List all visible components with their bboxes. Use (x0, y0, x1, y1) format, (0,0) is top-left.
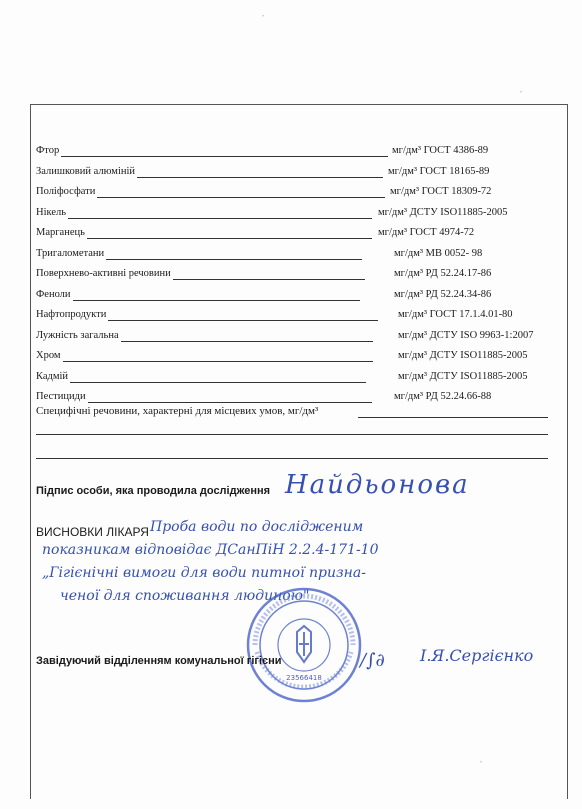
specific-substances-line (358, 417, 548, 418)
blank-line (36, 434, 548, 435)
indicator-row (36, 226, 566, 242)
head-of-department-label: Завідуючий відділенням комунальної гігієни (36, 655, 282, 667)
indicator-name: Залишковий алюміній (36, 165, 136, 177)
scan-speck: • (262, 14, 265, 20)
indicator-value-line (137, 177, 383, 178)
indicator-unit-standard: мг/дм³ ДСТУ ISO 9963-1:2007 (398, 329, 534, 341)
specific-substances-label: Специфічні речовини, характерні для місцевих умов, мг/дм³ (36, 405, 319, 417)
head-signature-mark: ∕∫∂ (360, 650, 385, 671)
scan-speck: • (480, 760, 483, 766)
indicator-name: Марганець (36, 227, 85, 238)
indicator-row (36, 267, 566, 283)
indicator-unit-standard: мг/дм³ ДСТУ ISO11885-2005 (378, 206, 508, 218)
indicator-name: Нікель (36, 206, 67, 218)
conclusion-line-3: „Гігієнічні вимоги для води питної призна- (42, 565, 366, 581)
conclusion-line-2: показникам відповідає ДСанПіН 2.2.4-171-10 (42, 542, 379, 558)
indicator-name: Кадмій (36, 370, 69, 382)
blank-line (36, 458, 548, 459)
conclusion-label: ВИСНОВКИ ЛІКАРЯ (36, 525, 149, 539)
indicator-value-line (173, 279, 365, 280)
indicator-row (36, 165, 566, 181)
indicator-unit-standard: мг/дм³ МВ 0052- 98 (394, 247, 483, 259)
signature-label: Підпис особи, яка проводила дослідження (36, 485, 271, 497)
indicator-row (36, 329, 566, 345)
indicator-row (36, 185, 566, 201)
indicator-name: Фтор (36, 145, 60, 156)
indicator-row (36, 308, 566, 324)
indicator-value-line (97, 197, 385, 198)
indicator-name: Феноли (36, 288, 71, 300)
indicator-value-line (63, 361, 373, 362)
indicator-name: Хром (36, 350, 61, 361)
indicator-row (36, 144, 566, 160)
indicator-value-line (68, 218, 372, 219)
indicator-value-line (88, 402, 372, 403)
indicator-value-line (87, 238, 372, 239)
conclusion-line-4: ченої для споживання людиною" (60, 588, 310, 604)
indicator-row (36, 206, 566, 222)
indicator-name: Тригалометани (36, 247, 105, 259)
indicator-unit-standard: мг/дм³ ГОСТ 18165-89 (388, 165, 490, 177)
indicator-unit-standard: мг/дм³ РД 52.24.17-86 (394, 268, 492, 279)
indicator-value-line (121, 341, 373, 342)
indicator-name: Лужність загальна (36, 329, 119, 341)
conclusion-line-1: Проба води по дослідженим (150, 519, 364, 535)
indicator-value-line (106, 259, 362, 260)
indicator-row (36, 247, 566, 263)
indicator-row (36, 370, 566, 386)
indicator-value-line (70, 382, 366, 383)
indicator-unit-standard: мг/дм³ ГОСТ 18309-72 (390, 186, 492, 197)
indicator-name: Нафтопродукти (36, 309, 107, 320)
head-handwritten-name: І.Я.Сергієнко (420, 646, 534, 665)
indicator-value-line (73, 300, 360, 301)
scan-speck: • (520, 90, 523, 96)
indicator-name: Поліфосфати (36, 186, 96, 197)
indicator-name: Пестициди (36, 391, 86, 402)
indicator-row (36, 390, 566, 406)
indicator-row (36, 288, 566, 304)
indicator-unit-standard: мг/дм³ ГОСТ 4974-72 (378, 227, 475, 238)
indicator-unit-standard: мг/дм³ ДСТУ ISO11885-2005 (398, 350, 528, 361)
indicator-row (36, 349, 566, 365)
indicator-name: Поверхнево-активні речовини (36, 268, 171, 279)
indicator-unit-standard: мг/дм³ РД 52.24.34-86 (394, 288, 492, 300)
indicator-unit-standard: мг/дм³ ДСТУ ISO11885-2005 (398, 370, 528, 382)
indicator-unit-standard: мг/дм³ РД 52.24.66-88 (394, 391, 492, 402)
stamp-number: 23566418 (286, 674, 322, 682)
indicator-unit-standard: мг/дм³ ГОСТ 4386-89 (392, 145, 489, 156)
official-stamp (245, 586, 363, 704)
handwritten-signature: Найдьонова (285, 470, 470, 500)
indicator-value-line (61, 156, 388, 157)
indicator-unit-standard: мг/дм³ ГОСТ 17.1.4.01-80 (398, 309, 513, 320)
indicator-value-line (108, 320, 378, 321)
